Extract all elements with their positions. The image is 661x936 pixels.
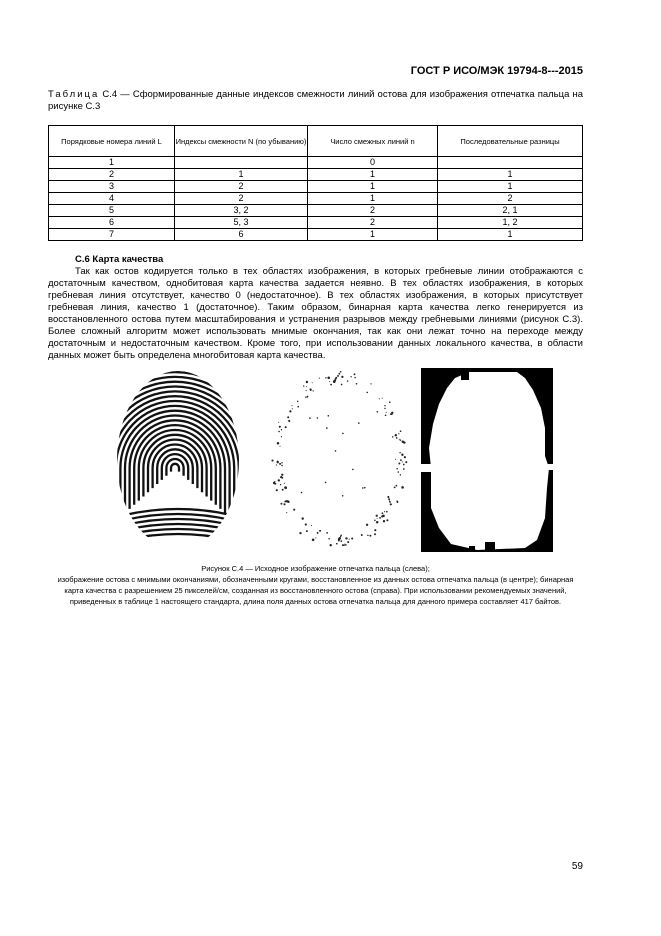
skeleton-point (311, 525, 312, 526)
skeleton-point (305, 523, 307, 525)
skeleton-point (369, 535, 371, 537)
table-cell: 1 (438, 229, 583, 241)
skeleton-point (282, 489, 284, 491)
skeleton-point (386, 412, 387, 413)
skeleton-point (306, 386, 307, 387)
table-caption (48, 89, 583, 113)
skeleton-point (362, 487, 364, 489)
fingerprint-image (113, 368, 243, 552)
skeleton-point (340, 536, 342, 538)
page-number: 59 (571, 861, 583, 872)
table-cell: 2, 1 (438, 205, 583, 217)
table-cell: 5, 3 (175, 217, 308, 229)
skeleton-point (396, 468, 397, 469)
skeleton-point (400, 439, 402, 441)
table-cell: 7 (49, 229, 175, 241)
skeleton-point (284, 483, 285, 484)
skeleton-point (384, 408, 385, 409)
skeleton-point (279, 463, 281, 465)
quality-map-block (485, 542, 495, 552)
skeleton-point (281, 462, 282, 463)
skeleton-point (337, 375, 339, 377)
skeleton-point (286, 512, 287, 513)
skeleton-point (292, 408, 293, 409)
table-cell (438, 157, 583, 169)
skeleton-point (390, 502, 391, 503)
table-cell: 2 (49, 169, 175, 181)
skeleton-point (283, 503, 285, 505)
table-row (49, 181, 583, 193)
skeleton-point (306, 381, 308, 383)
skeleton-point (366, 524, 368, 526)
skeleton-point (382, 398, 383, 399)
skeleton-point (301, 492, 303, 494)
table-row (49, 157, 583, 169)
skeleton-point (286, 500, 288, 502)
skeleton-point (342, 433, 344, 435)
section-title: С.6 Карта качества (75, 254, 164, 265)
skeleton-point (280, 503, 282, 505)
skeleton-point (356, 383, 358, 385)
skeleton-point (291, 405, 292, 406)
skeleton-point (305, 397, 306, 398)
skeleton-point (289, 410, 291, 412)
skeleton-point (277, 442, 280, 445)
skeleton-image (268, 368, 410, 552)
quality-map-block (421, 464, 431, 472)
skeleton-point (306, 390, 307, 391)
table-caption-prefix: Таблица (48, 89, 100, 100)
skeleton-point (352, 469, 354, 471)
skeleton-point (345, 544, 346, 545)
skeleton-point (279, 426, 281, 428)
section-body (48, 266, 583, 362)
figure-caption-description: изображение остова с мнимыми окончаниями, обозначенными кругами, восстановленное из данных остова отпечатка пальца (в центре); бинарная карта качества с разрешением 25 пикселей/см, созданная из восстановленного остова (справа). При использовании рекомендуемых значений, приведенных в таблице 1 настоящего стандарта, длина поля данных остова отпечатка пальца для данного примера составляет 417 байтов. (57, 575, 574, 606)
skeleton-point (350, 376, 351, 377)
skeleton-point (307, 396, 309, 398)
skeleton-point (403, 442, 404, 443)
table-row (49, 193, 583, 205)
skeleton-point (278, 422, 279, 423)
skeleton-point (336, 543, 338, 545)
table-cell: 3 (49, 181, 175, 193)
table-cell: 3, 2 (175, 205, 308, 217)
skeleton-point (376, 521, 378, 523)
skeleton-point (384, 405, 385, 406)
skeleton-point (361, 534, 363, 536)
skeleton-point (312, 382, 313, 383)
skeleton-point (396, 485, 398, 487)
skeleton-point (351, 537, 353, 539)
skeleton-point (299, 532, 301, 534)
skeleton-point (354, 373, 356, 375)
quality-map-block (545, 464, 553, 470)
skeleton-point (374, 533, 376, 535)
skeleton-point (281, 429, 282, 430)
skeleton-point (388, 497, 389, 498)
skeleton-point (330, 384, 332, 386)
quality-map-block (461, 372, 469, 380)
skeleton-point (281, 474, 283, 476)
skeleton-point (335, 377, 337, 379)
column-header-line-number: Порядковые номера линий L (49, 126, 175, 157)
skeleton-point (317, 417, 319, 419)
skeleton-point (313, 390, 314, 391)
skeleton-point (274, 481, 275, 482)
table-cell: 1, 2 (438, 217, 583, 229)
skeleton-point (403, 468, 405, 470)
skeleton-point (382, 512, 384, 514)
ridge-line (153, 444, 198, 488)
skeleton-point (374, 529, 376, 531)
table-cell: 2 (308, 205, 438, 217)
skeleton-point (278, 431, 280, 433)
skeleton-point (297, 401, 298, 402)
skeleton-point (338, 538, 340, 540)
table-cell: 6 (49, 217, 175, 229)
skeleton-point (364, 487, 366, 489)
table-cell: 2 (308, 217, 438, 229)
table-cell: 6 (175, 229, 308, 241)
skeleton-point (310, 388, 312, 390)
skeleton-point (402, 461, 403, 462)
skeleton-point (287, 416, 289, 418)
skeleton-point (342, 495, 344, 497)
skeleton-point (404, 456, 406, 458)
column-header-adjacent-count: Число смежных линий n (308, 126, 438, 157)
skeleton-point (398, 471, 400, 473)
quality-map-image (421, 368, 553, 552)
skeleton-point (341, 384, 343, 386)
ridge-line (148, 440, 202, 493)
skeleton-point (399, 439, 400, 440)
skeleton-point (386, 511, 388, 513)
skeleton-point (327, 377, 330, 380)
ridge-line (113, 534, 243, 543)
skeleton-point (379, 398, 380, 399)
table-row (49, 229, 583, 241)
ridge-line (166, 459, 183, 476)
skeleton-point (279, 446, 280, 447)
ridge-line (171, 464, 179, 472)
skeleton-point (383, 520, 385, 522)
skeleton-point (303, 385, 304, 386)
table-cell: 5 (49, 205, 175, 217)
quality-map-good-region (429, 372, 549, 550)
skeleton-point (389, 401, 391, 403)
skeleton-point (396, 437, 398, 439)
skeleton-point (284, 487, 287, 490)
skeleton-point (347, 380, 349, 382)
figure-caption (48, 563, 583, 607)
skeleton-point (398, 463, 400, 465)
table-cell: 1 (438, 169, 583, 181)
table-row (49, 217, 583, 229)
skeleton-point (312, 539, 315, 542)
skeleton-point (385, 414, 387, 416)
page-header-standard: ГОСТ Р ИСО/МЭК 19794-8---2015 (410, 65, 583, 77)
skeleton-point (281, 436, 282, 437)
skeleton-point (315, 537, 316, 538)
table-cell: 2 (175, 193, 308, 205)
skeleton-point (278, 479, 280, 481)
skeleton-point (330, 544, 332, 546)
skeleton-point (400, 430, 402, 432)
skeleton-point (325, 377, 326, 378)
table-cell: 1 (308, 229, 438, 241)
skeleton-point (400, 474, 401, 475)
table-cell: 1 (175, 169, 308, 181)
skeleton-point (335, 450, 337, 452)
skeleton-point (273, 482, 275, 484)
skeleton-point (346, 538, 348, 540)
column-header-differences: Последовательные разницы (438, 126, 583, 157)
skeleton-point (398, 433, 399, 434)
table-row (49, 205, 583, 217)
skeleton-point (386, 519, 388, 521)
table-row (49, 169, 583, 181)
skeleton-point (395, 434, 397, 436)
skeleton-point (367, 535, 368, 536)
skeleton-point (306, 530, 308, 532)
table-caption-text: С.4 — Сформированные данные индексов смежности линий остова для изображения отпечатка пальца на рисунке С.3 (48, 89, 583, 112)
skeleton-point (328, 415, 330, 417)
skeleton-point (384, 511, 385, 512)
skeleton-point (376, 515, 378, 517)
table-cell: 4 (49, 193, 175, 205)
skeleton-point (392, 436, 394, 438)
skeleton-point (340, 540, 342, 542)
table-cell: 2 (438, 193, 583, 205)
skeleton-minutiae (271, 371, 407, 546)
skeleton-point (293, 509, 295, 511)
skeleton-point (342, 544, 344, 546)
skeleton-point (394, 487, 396, 489)
column-header-adjacency-index: Индексы смежности N (по убыванию) (175, 126, 308, 157)
skeleton-point (326, 532, 328, 534)
table-cell: 1 (308, 169, 438, 181)
skeleton-point (400, 459, 402, 461)
skeleton-point (277, 461, 279, 463)
skeleton-point (403, 464, 405, 466)
skeleton-point (276, 489, 278, 491)
fingerprint-ridges (113, 368, 243, 552)
skeleton-point (401, 486, 404, 489)
skeleton-point (390, 504, 391, 505)
skeleton-point (391, 412, 393, 414)
skeleton-point (280, 484, 281, 485)
skeleton-point (374, 520, 376, 522)
skeleton-point (366, 392, 368, 394)
skeleton-point (405, 461, 407, 463)
table-cell: 0 (308, 157, 438, 169)
skeleton-point (329, 381, 330, 382)
table-cell: 2 (175, 181, 308, 193)
skeleton-point (338, 373, 340, 375)
table-cell: 1 (308, 181, 438, 193)
skeleton-point (381, 515, 383, 517)
skeleton-point (288, 420, 290, 422)
skeleton-point (370, 383, 371, 384)
skeleton-point (379, 517, 381, 519)
skeleton-point (389, 499, 390, 500)
skeleton-point (285, 426, 287, 428)
skeleton-point (347, 541, 349, 543)
table-cell (175, 157, 308, 169)
figure-caption-title: Рисунок С.4 — Исходное изображение отпечатка пальца (слева); (201, 564, 430, 573)
table-cell: 1 (308, 193, 438, 205)
skeleton-point (302, 517, 304, 519)
skeleton-point (328, 538, 330, 540)
skeleton-point (280, 476, 282, 478)
skeleton-point (377, 518, 378, 519)
table-cell: 1 (49, 157, 175, 169)
skeleton-point (340, 371, 342, 373)
skeleton-point (395, 459, 396, 460)
skeleton-point (397, 502, 398, 503)
quality-map-block (469, 546, 475, 552)
section-paragraph: Так как остов кодируется только в тех областях изображения, в которых гребневые линии отображаются с достаточным качеством, однобитовая карта качества задается неявно. В тех областях изображения, в которых гребневая линия отсутствует, качество 0 (недостаточное). В тех областях изображения, в которых присутствует гребневая линия, качество 1 (достаточное). Таким образом, бинарная карта качества легко генерируется из восстановленного остова путем масштабирования и устранения разрывов между гребневыми линиями (рисунок С.3). Более сложный алгоритм может использовать мнимые окончания, так как они лежат точно на переходе между достаточным и недостаточным качеством. Кроме того, при использовании данных локального качества, в области данных может быть определена многобитовая карта качества. (48, 266, 583, 361)
skeleton-point (309, 417, 311, 419)
skeleton-point (319, 378, 320, 379)
skeleton-point (326, 427, 328, 429)
skeleton-point (271, 460, 273, 462)
table-cell: 1 (438, 181, 583, 193)
skeleton-point (377, 411, 379, 413)
adjacency-table (48, 125, 583, 241)
skeleton-point (402, 454, 403, 455)
skeleton-point (319, 530, 321, 532)
skeleton-point (349, 539, 350, 540)
skeleton-point (399, 452, 400, 453)
skeleton-point (317, 532, 319, 534)
skeleton-point (358, 422, 360, 424)
skeleton-point (297, 406, 299, 408)
skeleton-point (276, 464, 277, 465)
skeleton-point (341, 376, 343, 378)
skeleton-point (325, 482, 327, 484)
skeleton-point (354, 377, 355, 378)
skeleton-point (281, 465, 283, 467)
